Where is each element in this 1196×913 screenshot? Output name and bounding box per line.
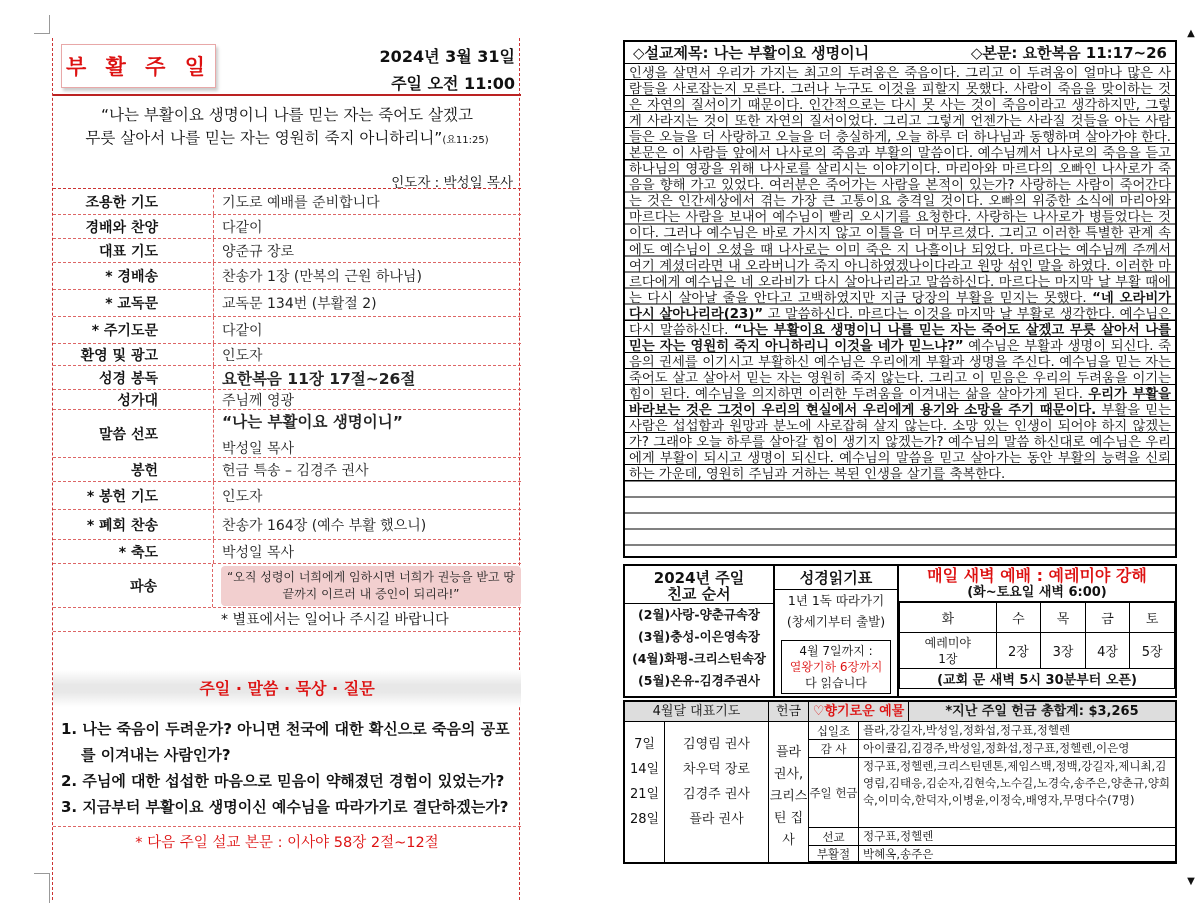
order-row	[53, 263, 521, 290]
sermon-page	[623, 40, 1177, 864]
crop-mark	[34, 873, 50, 874]
order-label: 대표 기도	[99, 243, 158, 260]
order-row	[53, 540, 521, 564]
order-value: 요한복음 11장 17절~26절	[213, 366, 521, 389]
crop-mark	[34, 33, 50, 34]
offering-type: 주일 헌금	[809, 758, 859, 827]
page-title: 부 활 주 일	[61, 44, 216, 88]
order-value: 교독문 134번 (부활절 2)	[213, 290, 521, 316]
questions-title: 주일 · 말씀 · 묵상 · 질문	[53, 670, 521, 707]
offering-row	[809, 758, 1175, 828]
dawn-service: 매일 새벽 예배 : 예레미야 강해 (화~토요일 새벽 6:00) 화 수 목 금 토 예레미야 1장 2장 3장 4장 5장 (교회 문 새벽 5시 30분부터 오픈)	[899, 566, 1175, 696]
scroll-down-icon[interactable]: ▼	[1187, 876, 1195, 887]
order-label: * 폐회 찬송	[86, 517, 158, 534]
order-value: 양준규 장로	[213, 239, 521, 262]
order-value: 인도자	[213, 482, 521, 509]
order-label: * 교독문	[105, 296, 158, 312]
offering-names: 정구표,정헬렌	[863, 829, 934, 843]
order-row	[53, 366, 521, 390]
order-row	[53, 510, 521, 540]
order-row	[53, 482, 521, 510]
key-verse: “나는 부활이요 생명이니 나를 믿는 자는 죽어도 살겠고 무릇 살아서 나를 믿는 자는 영원히 죽지 아니하리니”(요11:25)	[85, 106, 489, 147]
standing-note: * 별표에서는 일어나 주시길 바랍니다	[53, 608, 521, 632]
order-value: 박성일 목사	[213, 540, 521, 563]
order-value	[213, 410, 521, 457]
offering-names: 정구표,정헬렌,크리스틴덴톤,제임스백,정백,강길자,제니최,김영림,김태응,김순자,김현숙,노수길,노경숙,송주은,양춘규,양희숙,이미숙,한덕자,이병윤,이정숙,배영자,무명다수(7명)	[863, 759, 1170, 807]
order-row	[53, 564, 521, 608]
order-label: 성경 봉독	[99, 370, 158, 387]
order-label: 파송	[129, 578, 157, 595]
sermon-title: ◇설교제목: 나는 부활이요 생명이니	[633, 44, 870, 62]
order-row	[53, 458, 521, 482]
offering-row	[809, 828, 1175, 846]
order-row	[53, 317, 521, 344]
service-date: 2024년 3월 31일	[379, 47, 515, 66]
scroll-up-icon[interactable]: ▲	[1187, 28, 1195, 39]
order-table	[53, 188, 521, 632]
order-label: 봉헌	[130, 462, 158, 479]
worship-order-page	[52, 38, 520, 900]
order-label: * 축도	[118, 544, 158, 561]
order-value: 다같이	[213, 317, 521, 343]
offering-row	[809, 740, 1175, 758]
offering-type: 십일조	[809, 722, 859, 739]
order-value: 찬송가 1장 (만복의 근원 하나님)	[213, 263, 521, 289]
bible-reading: 성경읽기표 1년 1독 따라가기 (창세기부터 출발) 4월 7일까지 : 열왕기하 6장까지 다 읽습니다	[775, 566, 899, 696]
questions-list: 1. 나는 죽음이 두려운가? 아니면 천국에 대한 확신으로 죽음의 공포를 이겨내는 사람인가? 2. 주님에 대한 섭섭한 마음으로 믿음이 약해졌던 경험이 있었는가? 3. 지금부터 부활이요 생명이신 예수님을 따라가기로 결단하겠는가?	[61, 720, 510, 816]
order-label: 경배와 찬양	[85, 219, 158, 236]
order-row	[53, 344, 521, 366]
order-label: 조용한 기도	[85, 194, 158, 211]
order-row	[53, 239, 521, 263]
order-value	[212, 564, 521, 607]
crop-mark	[49, 873, 50, 903]
sermon-text: ◇본문: 요한복음 11:17~26	[970, 44, 1167, 62]
order-value: 헌금 특송 – 김경주 권사	[213, 458, 521, 481]
offering-type: 감 사	[809, 740, 859, 757]
offering-type: 선교	[809, 828, 859, 845]
offering-box: 4월달 대표기도 헌금 ♡향기로운 예물 *지난 주일 헌금 총합계: $3,265 7일 14일 21일 28일 김영림 권사 차우덕 장로 김경주 권사 플라 권사 플라 권사, 크리스틴 집사 십일조 플라,강길자,박성일,정화섭,정구표,정헬렌 감 사 아이큘김,김경주,박성일,정화섭,정구표,정헬렌,이은영 주일 헌금 정구표,정헬렌,크리스틴덴톤,제임스백,정백,강길자,제니최,김영림,김태응,김순자,김현숙,노수길,노경숙,송주은,양춘규,양희숙,이미숙,한덕자,이병윤,이정숙,배영자,무명다수(7명) 선교 정구표,정헬렌 부활절 박혜옥,송주은	[623, 700, 1177, 864]
order-row	[53, 390, 521, 410]
order-label: * 봉헌 기도	[86, 488, 158, 505]
order-label: 말씀 선포	[99, 426, 158, 443]
order-row	[53, 189, 521, 215]
offering-names: 박혜옥,송주은	[863, 847, 934, 861]
order-label: 성가대	[117, 392, 158, 409]
order-label: * 경배송	[105, 269, 158, 285]
order-row	[53, 215, 521, 239]
order-value: 다같이	[213, 215, 521, 238]
service-time: 주일 오전 11:00	[391, 74, 515, 93]
leader: 인도자 : 박성일 목사	[391, 175, 513, 191]
order-value: 주님께 영광	[213, 390, 521, 409]
crop-mark	[49, 15, 50, 33]
order-row	[53, 410, 521, 458]
preacher: 박성일 목사	[222, 440, 295, 457]
mission-verse: “오직 성령이 너희에게 임하시면 너희가 권능을 받고 땅끝까지 이르러 내 증인이 되리라!”	[221, 566, 521, 606]
sermon-title-entry: “나는 부활이요 생명이니”	[222, 412, 403, 431]
order-label: 환영 및 광고	[80, 347, 158, 364]
offering-row	[809, 722, 1175, 740]
header	[53, 38, 521, 96]
offering-type: 부활절	[809, 846, 859, 861]
next-sermon: * 다음 주일 설교 본문 : 이사야 58장 2절~12절	[53, 826, 521, 852]
offering-table	[809, 722, 1175, 862]
offering-names: 아이큘김,김경주,박성일,정화섭,정구표,정헬렌,이은영	[863, 741, 1130, 755]
order-row	[53, 290, 521, 317]
schedule-box	[623, 564, 1177, 698]
order-value: 기도로 예배를 준비합니다	[213, 189, 521, 214]
sermon-box	[623, 40, 1177, 558]
order-value: 인도자	[213, 344, 521, 365]
sermon-body: 인생을 살면서 우리가 가지는 최고의 두려움은 죽음이다. 그리고 이 두려움이 얼마나 많은 사람들을 사로잡는지 모른다. 그러나 누구도 이것을 피할지 못했다. 사람이 죽음을 맞이하는 것은 자연의 질서이기 때문이다. 인간적으로는 다시 못 사는 것이 죽음이라고 생각하지만, 그렇게 사라지는 것이 또한 자연의 질서이었다. 그리고 그렇게 언젠가는 사라질 것들을 아는 사람들은 오늘을 더 사랑하고 오늘을 더 충실하게, 오늘 하루 더 하나님과 동행하며 살아가야 한다. 본문은 이 사람들 앞에서 나사로의 죽음과 부활의 말씀이다. 예수님께서 나사로의 죽음을 듣고 하나님의 영광을 위해 나사로를 살리시는 이야기이다. 마리아와 마르다의 오빠인 나사로가 죽음을 향해 가고 있었다. 여러분은 죽어가는 사람을 본적이 있는가? 사랑하는 사람이 죽어간다는 것은 인간세상에서 겪는 가장 큰 고통이요 충격일 것이다. 오빠의 위중한 소식에 마리아와 마르다는 사람을 보내어 예수님이 빨리 오시기를 요청한다. 사랑하는 나사로가 병들었다는 것이다. 그러나 예수님은 바로 가시지 않고 이틀을 더 머무르셨다. 그리고 이러한 특별한 관계 속에도 예수님이 오셨을 때 나사로는 이미 죽은 지 나흘이나 되었다. 마르다는 예수님께 주께서 여기 계셨더라면 내 오라버니가 죽지 아니하였겠나이다라고 원망 섞인 말을 하였다. 이러한 마르다에게 예수님은 네 오라비가 다시 살아나리라고 말씀하신다. 마르다는 마지막 날 부활 때에는 다시 살아날 줄을 안다고 고백하였지만 지금 당장의 부활을 믿지는 못했다. “네 오라비가 다시 살아나리라(23)” 고 말씀하신다. 마르다는 이것을 마지막 날 부활로 생각한다. 예수님은 다시 말씀하신다. “나는 부활이요 생명이니 나를 믿는 자는 죽어도 살겠고 무릇 살아서 나를 믿는 자는 영원히 죽지 아니하리니 이것을 네가 믿느냐?” 예수님은 부활과 생명이 되신다. 죽음의 권세를 이기시고 부활하신 예수님은 우리에게 부활과 생명을 주신다. 예수님을 믿는 자는 죽어도 살고 살아서 믿는 자는 영원히 죽지 않는다. 그리고 이 믿음은 우리의 두려움을 이기는 힘이 된다. 예수님을 의지하면 이러한 두려움을 이겨내는 삶을 살아가게 된다. 우리가 부활을 바라보는 것은 그것이 우리의 현실에서 우리에게 용기와 소망을 주기 때문이다. 부활을 믿는 사람은 섭섭함과 원망과 분노에 사로잡혀 살지 않는다. 소망 있는 인생이 되어야 하지 않겠는가? 그래야 오늘 하루를 살아갈 힘이 생기지 않겠는가? 예수님의 말씀 하신대로 예수님은 우리에게 부활이 되시고 생명이 되신다. 예수님의 말씀을 믿고 살아가는 동안 부활의 능력을 신뢰하는 가운데, 영원히 주님과 거하는 복된 인생을 살기를 축복한다.	[625, 64, 1175, 556]
offering-names: 플라,강길자,박성일,정화섭,정구표,정헬렌	[863, 723, 1071, 737]
order-value: 찬송가 164장 (예수 부활 했으니)	[213, 510, 521, 539]
fellowship-order: 2024년 주일 친교 순서 (2월)사랑-양춘규속장 (3월)충성-이은영속장 (4월)화평-크리스틴속장 (5월)온유-김경주권사	[625, 566, 775, 696]
offering-row	[809, 846, 1175, 862]
order-label: * 주기도문	[91, 323, 158, 339]
